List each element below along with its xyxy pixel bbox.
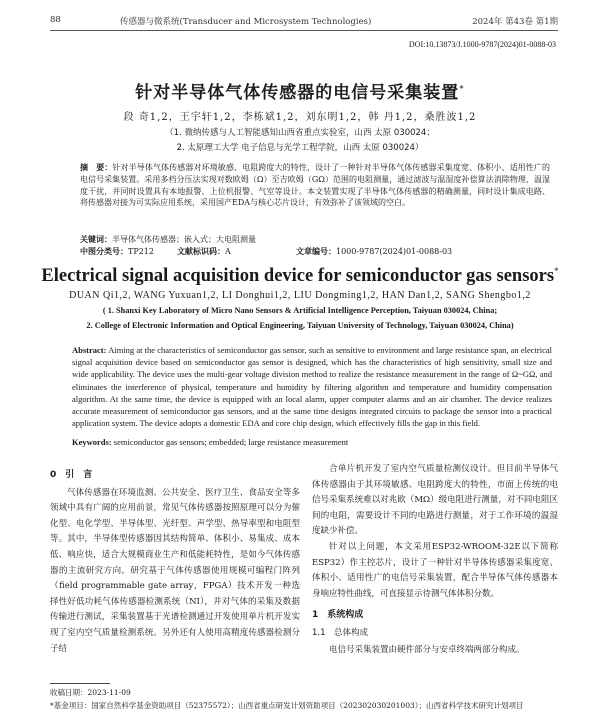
- cn-affiliation-1: （1. 微纳传感与人工智能感知山西省重点实验室，山西 太原 030024；: [165, 128, 435, 138]
- cn-title: 针对半导体气体传感器的电信号采集装置*: [135, 83, 465, 103]
- cn-abstract: [80, 162, 550, 209]
- footnote-fund: *基金项目：国家自然科学基金资助项目（52375572）；山西省重点研发计划资助项目（202302030201003）；山西省科学技术研究计划项目: [50, 701, 524, 710]
- cn-affiliation-2: 2. 太原理工大学 电子信息与光学工程学院，山西 太原 030024）: [176, 143, 424, 153]
- journal-name: 传感器与微系统(Transducer and Microsystem Technologies): [120, 17, 372, 27]
- page-number: 88: [50, 15, 61, 25]
- cn-keywords: 关键词：半导体气体传感器；嵌入式；大电阻测量: [80, 235, 256, 244]
- footnote-rule: [50, 683, 110, 684]
- body-right-column: [312, 462, 558, 658]
- running-header: [50, 13, 558, 29]
- section-heading-intro: 0 引 言: [50, 470, 93, 480]
- paragraph: 针对以上问题，本文采用ESP32-WROOM-32E以下简称ESP32）作主控芯片，设计了一种针对半导体传感器采集度宽、体积小、适用性广的电信号采集装置，配合半导体气体传感器本身响应特性曲线，可直接显示待测气体体积分数。: [312, 541, 558, 599]
- paragraph: 气体传感器在环境监测、公共安全、医疗卫生、食品安全等多领域中具有广阔的应用前景，常见气体传感器按照原理可以分为催化型、电化学型、半导体型、光纤型、声学型、热导率型和电阻型等。其中，半导体型传感器因其结构简单、体积小、易集成、成本低、响应快，适合大规模商业生产和低能耗特性，是如今气体传感器的主流研究方向。研究基于气体传感器使用规模可编程门阵列（field programmable gate array，FPGA）技术开发一种选择性好低功耗气体传感器检测系统（NI），并对气体的采集及数据传输进行测试，采集装置基于光谱检测通过开发使用单片机开发实现了室内空气质量检测系统。另外还有人使用高精度传感器检测分子结: [50, 487, 300, 654]
- subsection-heading: 1.1 总体构成: [312, 627, 369, 638]
- en-abstract: Abstract: Aiming at the characteristics of semiconductor gas sensor, such as sensitive to environment and large resistance span, an electrical signal acquisition device based on semiconductor gas sensor is designed, which has the characteristics of high sensitivity, small size and wide applicability. The device uses the multi-gear voltage division method to realize the resistance measurement in the range of Ω~GΩ, and eliminates the interference of physical, temperature and humidity by filtering algorithm and temperature and humidity compensation algorithm. At the same time, the device is equipped with an local alarm, upper computer alarms and an air chamber. The device realizes accurate measurement of semiconductor gas sensors, and at the same time designs integrated circuits to package the sensor into a practical application system. The device adopts a domestic EDA and core chip design, which effectively fills the gap in this field.: [72, 345, 552, 429]
- section-heading-system: 1 系统构成: [312, 610, 364, 621]
- cn-authors: 段 奇1,2，王宇轩1,2，李栋斌1,2，刘东明1,2，韩 丹1,2，桑胜波1,2: [123, 112, 477, 123]
- en-abstract-text: Aiming at the characteristics of semiconductor gas sensor, such as sensitive to environment and large resistance span, an electrical signal acquisition device based on semiconductor gas sensor is designed, which has the characteristics of high sensitivity, small size and wide applicability. The device uses the multi-gear voltage division method to realize the resistance measurement in the range of Ω~GΩ, and eliminates the interference of physical, temperature and humidity by filtering algorithm and temperature and humidity compensation algorithm. At the same time, the device is equipped with an local alarm, upper computer alarms and an air chamber. The device realizes accurate measurement of semiconductor gas sensors, and at the same time designs integrated circuits to package the sensor into a practical application system. The device adopts a domestic EDA and core chip design, which effectively fills the gap in this field.: [72, 345, 552, 429]
- body-left-column: [50, 462, 300, 657]
- article-number: 1000-9787(2024)01-0088-03: [336, 247, 453, 256]
- en-affiliation-1: ( 1. Shanxi Key Laboratory of Micro Nano Sensors & Artificial Intelligence Perception, Taiyuan 030024, China;: [102, 306, 498, 315]
- cn-abstract-text: 针对半导体气体传感器对环境敏感、电阻跨度大的特性，设计了一种针对半导体气体传感器采集度宽、体积小、适用性广的电信号采集装置。采用多档分压法实现对数欧姆（Ω）至吉欧姆（GΩ）范围的电阻测量，通过滤波与温湿度补偿算法消除物理、温湿度干扰，并同时设置具有本地报警、上位机报警、气室等设计。本文装置实现了半导体气体传感器的精确测量，同时设计集成电路、将传感器对接为可实际应用系统，采用国产EDA与核心芯片设计，有效弥补了该领域的空白。: [80, 163, 550, 208]
- header-rule: [50, 30, 558, 31]
- en-authors: DUAN Qi1,2, WANG Yuxuan1,2, LI Donghui1,2, LIU Dongming1,2, HAN Dan1,2, SANG Shengbo1,2: [69, 290, 531, 301]
- issue-info: 2024年 第43卷 第1期: [472, 17, 558, 27]
- doi: DOI:10.13873/J.1000-9787(2024)01-0088-03: [408, 40, 556, 49]
- cn-abstract-label: 摘 要：: [80, 163, 113, 172]
- en-affiliation-2: 2. College of Electronic Information and Optical Engineering, Taiyuan University of Technology, Taiyuan 030024, China): [86, 321, 514, 330]
- footnote-received: 收稿日期：2023-11-09: [50, 688, 131, 697]
- en-title: Electrical signal acquisition device for semiconductor gas sensors*: [41, 266, 559, 287]
- clc-number: TP212: [128, 247, 154, 256]
- paragraph: 合单片机开发了室内空气质量检测仪设计。但目前半导体气体传感器由于其环境敏感、电阻跨度大的特性，市面上传统的电信号采集系统难以对兆欧（MΩ）级电阻进行测量，对不同电阻区间的电阻，需要设计不同的电路进行测量，对于工作环境的温湿度缺少补偿。: [312, 464, 558, 537]
- en-keywords: Keywords: semiconductor gas sensors; embedded; large resistance measurement: [72, 437, 349, 447]
- paragraph: 电信号采集装置由硬件部分与安卓终端两部分构成。: [329, 644, 525, 655]
- doc-code: A: [225, 247, 231, 256]
